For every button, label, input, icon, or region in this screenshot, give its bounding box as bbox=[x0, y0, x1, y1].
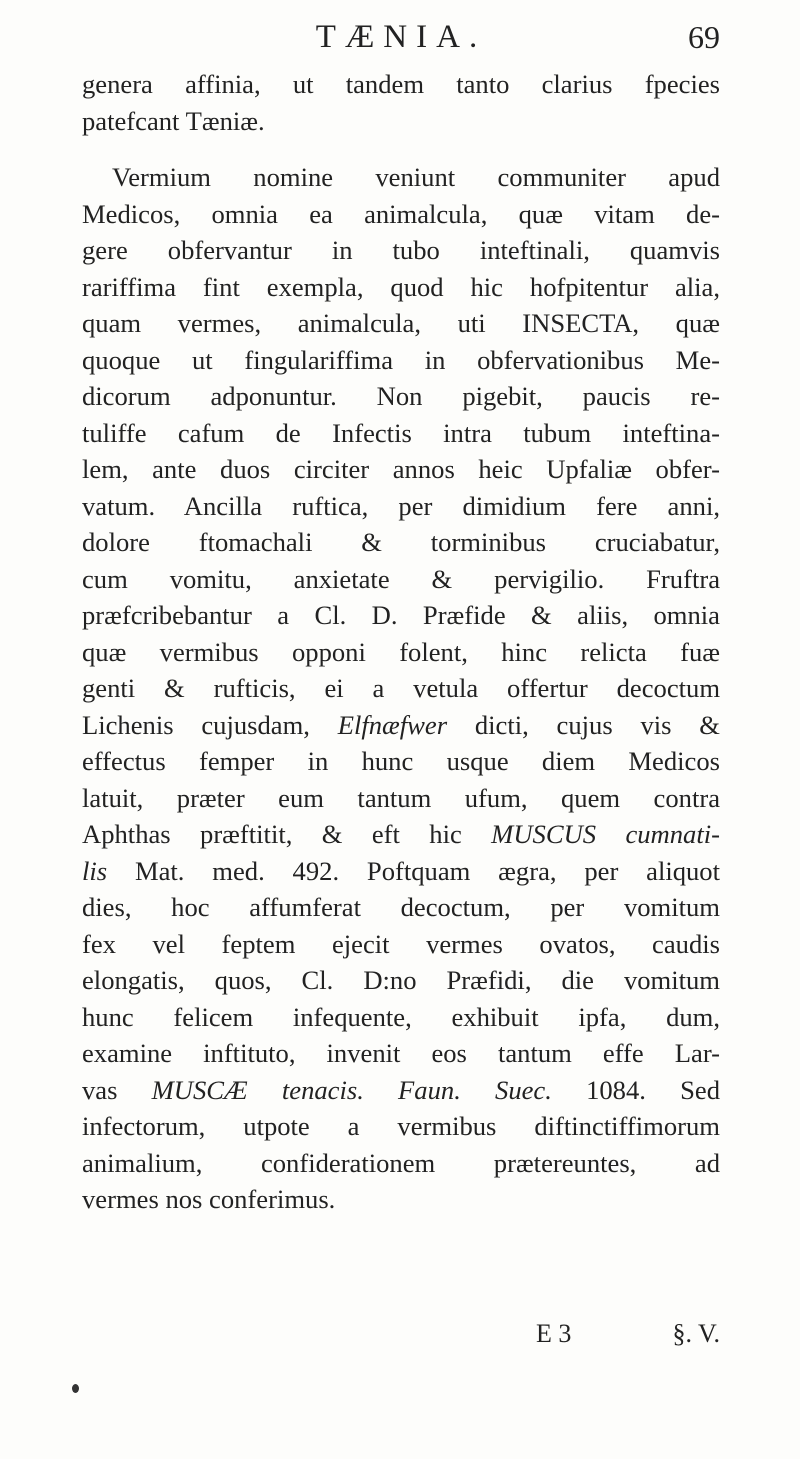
text-line bbox=[82, 451, 720, 488]
text-line bbox=[82, 196, 720, 233]
text-line bbox=[82, 1035, 720, 1072]
text-segment: vas bbox=[82, 1074, 152, 1105]
text-segment: infectorum, utpote a vermibus diftinctiffimorum bbox=[82, 1111, 720, 1141]
text-segment: lem, ante duos circiter annos heic Upfaliæ obfer- bbox=[82, 454, 720, 484]
running-head bbox=[82, 14, 720, 60]
text-line bbox=[82, 1072, 720, 1109]
text-segment: vatum. Ancilla ruftica, per dimidium fere anni, bbox=[82, 490, 720, 521]
text-line bbox=[82, 524, 720, 561]
text-line bbox=[82, 707, 720, 744]
text-line bbox=[82, 853, 720, 890]
text-segment: Mat. med. 492. Poftquam ægra, per aliquot bbox=[107, 855, 720, 886]
text-segment: dolore ftomachali & torminibus cruciabatur, bbox=[82, 527, 720, 557]
text-segment: præfcribebantur a Cl. D. Præfide & aliis, omnia bbox=[82, 600, 720, 630]
text-line bbox=[82, 1108, 720, 1145]
signature-mark: E 3 bbox=[536, 1319, 572, 1348]
italic-text: MUSCÆ tenacis. Faun. Suec. bbox=[151, 1074, 552, 1105]
text-segment: effectus femper in hunc usque diem Medicos bbox=[82, 746, 720, 776]
catchword: §. V. bbox=[672, 1319, 720, 1348]
text-line bbox=[82, 378, 720, 415]
text-segment: gere obfervantur in tubo inteftinali, quamvis bbox=[82, 235, 720, 265]
text-segment: animalium, confiderationem prætereuntes, ad bbox=[82, 1147, 720, 1178]
text-segment: dicorum adponuntur. Non pigebit, paucis re- bbox=[82, 381, 720, 411]
paragraph-gap bbox=[82, 139, 720, 159]
text-line bbox=[82, 999, 720, 1036]
text-line bbox=[82, 415, 720, 452]
text-line bbox=[82, 561, 720, 598]
running-title: TÆNIA. bbox=[315, 19, 487, 55]
italic-text: Elfnæfwer bbox=[337, 709, 448, 740]
text-line bbox=[82, 926, 720, 963]
text-segment: dies, hoc affumferat decoctum, per vomitum bbox=[82, 892, 720, 922]
text-segment: quam vermes, animalcula, uti INSECTA, quæ bbox=[82, 308, 720, 338]
text-line bbox=[82, 66, 720, 103]
page-footer bbox=[82, 1314, 720, 1354]
body-text bbox=[82, 66, 720, 1218]
text-segment: Aphthas præftitit, & eft hic bbox=[82, 819, 492, 849]
text-segment: vermes nos conferimus. bbox=[82, 1184, 336, 1214]
text-line bbox=[82, 962, 720, 999]
ink-spot bbox=[72, 1384, 79, 1393]
text-segment: quoque ut fingulariffima in obfervationibus Me- bbox=[82, 344, 720, 375]
text-line bbox=[82, 670, 720, 707]
text-segment: patefcant Tæniæ. bbox=[82, 105, 265, 136]
text-line bbox=[82, 103, 720, 140]
text-line bbox=[82, 1145, 720, 1182]
text-segment: tuliffe cafum de Infectis intra tubum inteftina- bbox=[82, 417, 720, 448]
text-segment: dicti, cujus vis & bbox=[447, 709, 720, 740]
text-segment: Vermium nomine veniunt communiter apud bbox=[112, 162, 720, 192]
text-segment: rariffima fint exempla, quod hic hofpitentur alia, bbox=[82, 271, 720, 302]
italic-text: lis bbox=[82, 855, 108, 886]
text-line bbox=[82, 232, 720, 269]
text-line bbox=[82, 159, 720, 196]
text-line bbox=[82, 597, 720, 634]
text-line bbox=[82, 342, 720, 379]
text-segment: cum vomitu, anxietate & pervigilio. Fruftra bbox=[82, 563, 720, 594]
text-line bbox=[82, 488, 720, 525]
text-segment: examine inftituto, invenit eos tantum effe Lar- bbox=[82, 1038, 720, 1068]
text-segment: latuit, præter eum tantum ufum, quem contra bbox=[82, 782, 720, 813]
text-line bbox=[82, 305, 720, 342]
text-line bbox=[82, 269, 720, 306]
text-line bbox=[82, 816, 720, 853]
text-line bbox=[82, 1181, 720, 1218]
text-segment: 1084. Sed bbox=[551, 1074, 721, 1105]
text-segment: Medicos, omnia ea animalcula, quæ vitam de- bbox=[82, 198, 720, 229]
page-number: 69 bbox=[688, 19, 720, 55]
text-segment: hunc felicem infequente, exhibuit ipfa, dum, bbox=[82, 1001, 720, 1032]
text-segment: elongatis, quos, Cl. D:no Præfidi, die vomitum bbox=[82, 965, 720, 995]
text-line bbox=[82, 743, 720, 780]
text-segment: Lichenis cujusdam, bbox=[82, 709, 338, 740]
italic-text: MUSCUS cumnati- bbox=[491, 819, 720, 849]
text-line bbox=[82, 889, 720, 926]
text-line bbox=[82, 634, 720, 671]
text-segment: genti & rufticis, ei a vetula offertur decoctum bbox=[82, 673, 720, 703]
text-segment: fex vel feptem ejecit vermes ovatos, caudis bbox=[82, 928, 720, 959]
text-line bbox=[82, 780, 720, 817]
text-segment: genera affinia, ut tandem tanto clarius fpecies bbox=[82, 69, 720, 99]
text-segment: quæ vermibus opponi folent, hinc relicta fuæ bbox=[82, 636, 720, 667]
